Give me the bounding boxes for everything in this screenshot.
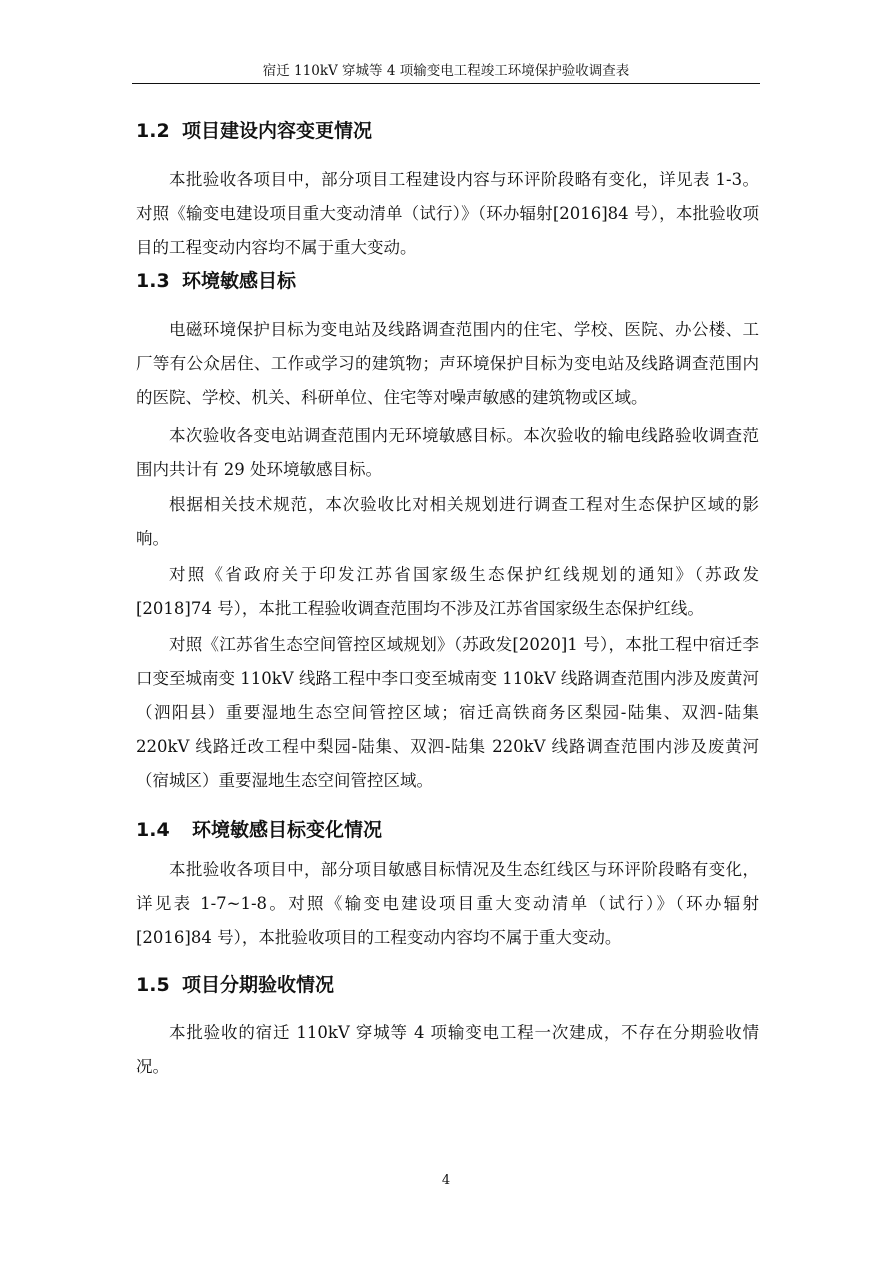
section-title: 环境敏感目标变化情况 xyxy=(192,819,383,841)
section-heading-1-2 xyxy=(136,118,372,144)
section-number: 1.4 xyxy=(136,819,170,841)
header-divider xyxy=(132,83,760,84)
paragraph: 本次验收各变电站调查范围内无环境敏感目标。本次验收的输电线路验收调查范围内共计有 29 处环境敏感目标。 xyxy=(136,426,759,479)
section-heading-1-3 xyxy=(136,268,296,294)
paragraph: 本批验收的宿迁 110kV 穿城等 4 项输变电工程一次建成，不存在分期验收情况。 xyxy=(136,1023,759,1076)
section-number: 1.3 xyxy=(136,270,170,292)
section-heading-1-5 xyxy=(136,972,334,998)
section-title: 项目建设内容变更情况 xyxy=(182,120,373,142)
paragraph: 本批验收各项目中，部分项目工程建设内容与环评阶段略有变化，详见表 1-3。对照《输变电建设项目重大变动清单（试行）》（环办辐射[2016]84 号），本批验收项目的工程变动内容均不属于重大变动。 xyxy=(136,170,759,257)
section-heading-1-4 xyxy=(136,817,382,843)
section-number: 1.2 xyxy=(136,120,170,142)
paragraph: 对照《江苏省生态空间管控区域规划》（苏政发[2020]1 号），本批工程中宿迁李口变至城南变 110kV 线路工程中李口变至城南变 110kV 线路调查范围内涉及废黄河（泗阳县）重要湿地生态空间管控区域；宿迁高铁商务区梨园-陆集、双泗-陆集 220kV 线路迁改工程中梨园-陆集、双泗-陆集 220kV 线路调查范围内涉及废黄河（宿城区）重要湿地生态空间管控区域。 xyxy=(136,635,759,790)
paragraph: 对照《省政府关于印发江苏省国家级生态保护红线规划的通知》（苏政发[2018]74 号），本批工程验收调查范围均不涉及江苏省国家级生态保护红线。 xyxy=(136,565,759,618)
paragraph: 电磁环境保护目标为变电站及线路调查范围内的住宅、学校、医院、办公楼、工厂等有公众居住、工作或学习的建筑物；声环境保护目标为变电站及线路调查范围内的医院、学校、机关、科研单位、住宅等对噪声敏感的建筑物或区域。 xyxy=(136,320,759,407)
paragraph: 本批验收各项目中，部分项目敏感目标情况及生态红线区与环评阶段略有变化，详见表 1-7~1-8。对照《输变电建设项目重大变动清单（试行）》（环办辐射[2016]84 号），本批验收项目的工程变动内容均不属于重大变动。 xyxy=(136,860,759,947)
section-title: 项目分期验收情况 xyxy=(182,974,335,996)
running-header: 宿迁 110kV 穿城等 4 项输变电工程竣工环境保护验收调查表 xyxy=(262,63,630,79)
section-title: 环境敏感目标 xyxy=(182,270,297,292)
paragraph: 根据相关技术规范，本次验收比对相关规划进行调查工程对生态保护区域的影响。 xyxy=(136,495,759,548)
section-number: 1.5 xyxy=(136,974,170,996)
page-number: 4 xyxy=(441,1173,451,1188)
